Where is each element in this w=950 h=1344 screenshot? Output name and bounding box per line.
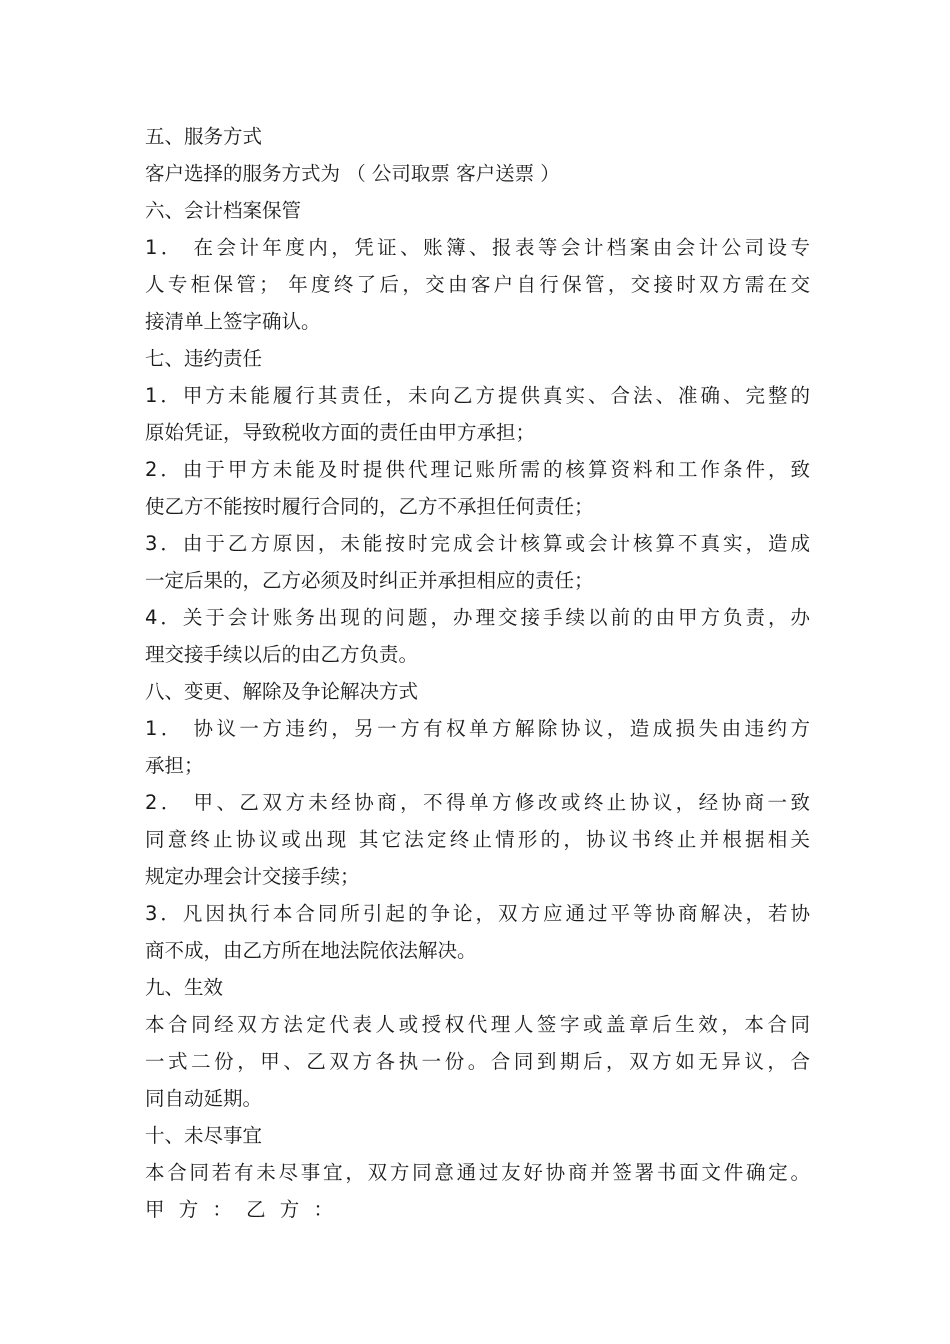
paragraph-line: 一定后果的，乙方必须及时纠正并承担相应的责任； bbox=[145, 569, 594, 592]
paragraph-line: 1． 协议一方违约，另一方有权单方解除协议，造成损失由违约方 bbox=[145, 717, 810, 740]
paragraph-line: 原始凭证，导致税收方面的责任由甲方承担； bbox=[145, 421, 536, 444]
paragraph-line: 接清单上签字确认。 bbox=[145, 310, 321, 333]
paragraph-line: 使乙方不能按时履行合同的，乙方不承担任何责任； bbox=[145, 495, 594, 518]
section-heading-liability: 七、违约责任 bbox=[145, 347, 263, 370]
section-heading-effectiveness: 九、生效 bbox=[145, 976, 224, 999]
paragraph-line: 4．关于会计账务出现的问题，办理交接手续以前的由甲方负责，办 bbox=[145, 606, 810, 629]
paragraph-line: 理交接手续以后的由乙方负责。 bbox=[145, 643, 419, 666]
paragraph-line: 商不成，由乙方所在地法院依法解决。 bbox=[145, 939, 477, 962]
paragraph-line: 规定办理会计交接手续； bbox=[145, 865, 360, 888]
paragraph-line: 人专柜保管； 年度终了后，交由客户自行保管，交接时双方需在交 bbox=[145, 273, 810, 296]
paragraph-line: 1．甲方未能履行其责任，未向乙方提供真实、合法、准确、完整的 bbox=[145, 384, 810, 407]
paragraph-line: 2． 甲、乙双方未经协商，不得单方修改或终止协议，经协商一致 bbox=[145, 791, 810, 814]
paragraph-line: 客户选择的服务方式为 （ 公司取票 客户送票 ） bbox=[145, 162, 560, 185]
section-heading-other-matters: 十、未尽事宜 bbox=[145, 1124, 263, 1147]
paragraph-line: 同自动延期。 bbox=[145, 1087, 263, 1110]
paragraph-line: 同意终止协议或出现 其它法定终止情形的，协议书终止并根据相关 bbox=[145, 828, 810, 851]
paragraph-line: 一式二份，甲、乙双方各执一份。合同到期后，双方如无异议，合 bbox=[145, 1050, 810, 1073]
paragraph-line: 1． 在会计年度内，凭证、账簿、报表等会计档案由会计公司设专 bbox=[145, 236, 810, 259]
signature-line: 甲 方 ： 乙 方 ： bbox=[145, 1198, 337, 1221]
paragraph-line: 本合同若有未尽事宜，双方同意通过友好协商并签署书面文件确定。 bbox=[145, 1161, 810, 1184]
paragraph-line: 3．凡因执行本合同所引起的争论，双方应通过平等协商解决，若协 bbox=[145, 902, 810, 925]
paragraph-line: 3．由于乙方原因，未能按时完成会计核算或会计核算不真实，造成 bbox=[145, 532, 810, 555]
paragraph-line: 2．由于甲方未能及时提供代理记账所需的核算资料和工作条件，致 bbox=[145, 458, 810, 481]
section-heading-dispute-resolution: 八、变更、解除及争论解决方式 bbox=[145, 680, 419, 703]
paragraph-line: 承担； bbox=[145, 754, 204, 777]
paragraph-line: 本合同经双方法定代表人或授权代理人签字或盖章后生效，本合同 bbox=[145, 1013, 810, 1036]
section-heading-archive-custody: 六、会计档案保管 bbox=[145, 199, 302, 222]
document-body bbox=[145, 118, 810, 1228]
section-heading-service-method: 五、服务方式 bbox=[145, 125, 263, 148]
